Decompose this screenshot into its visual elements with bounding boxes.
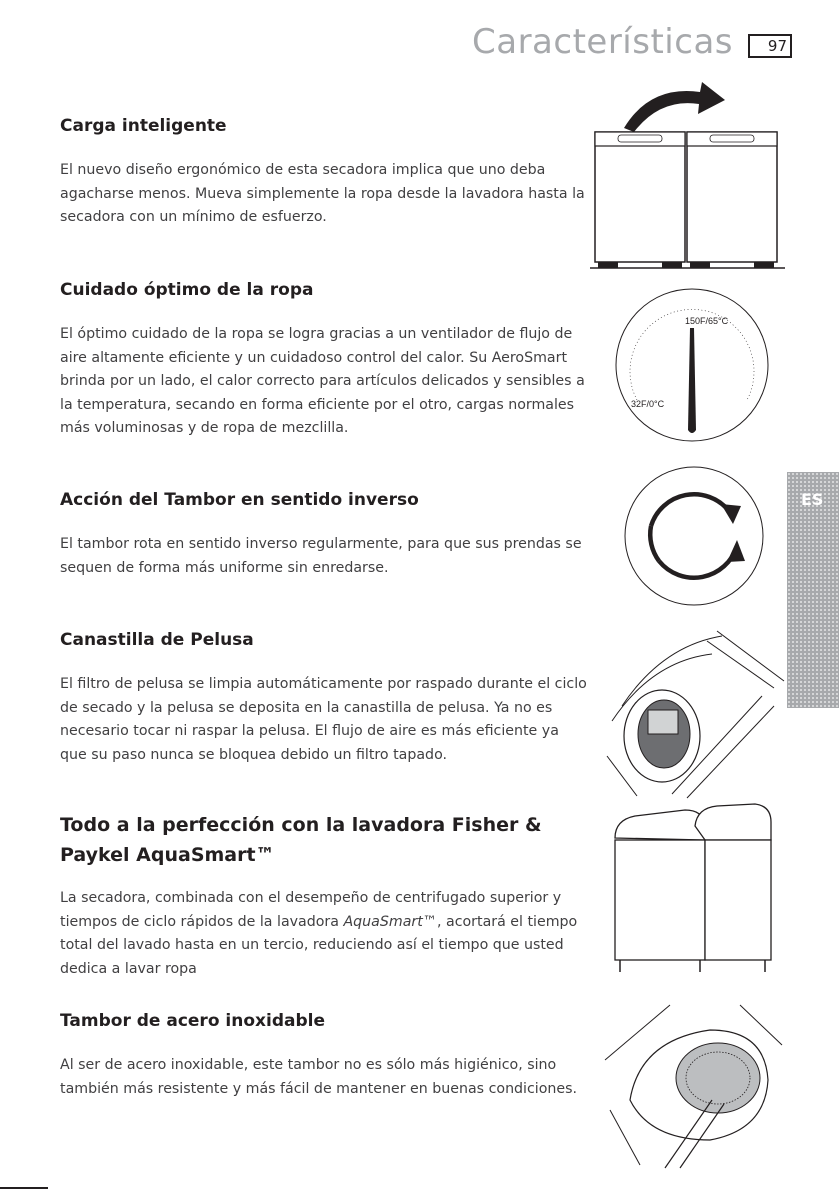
gauge-high-label: 150F/65°C xyxy=(685,316,729,326)
section-smart-load xyxy=(60,112,590,230)
section-body: El filtro de pelusa se limpia automáticamente por raspado durante el ciclo de secado y la pelusa se deposita en la canastilla de pelusa. Ya no es necesario tocar ni raspar la pelusa. El flujo de aire es más eficiente ya que su paso nunca se bloquea debido un filtro tapado. xyxy=(60,676,587,763)
section-stainless-drum xyxy=(60,1007,590,1101)
section-body: El óptimo cuidado de la ropa se logra gracias a un ventilador de flujo de aire altamente eficiente y un cuidadoso control del calor. Su AeroSmart brinda por un lado, el calor correcto para artículos delicados y sensibles a la temperatura, secando en forma eficiente por el otro, cargas normales más voluminosas y de ropa de mezclilla. xyxy=(60,326,585,436)
section-heading: Todo a la perfección con la lavadora Fisher & Paykel AquaSmart™ xyxy=(60,814,542,866)
section-body: El nuevo diseño ergonómico de esta secadora implica que uno deba agacharse menos. Mueva simplemente la ropa desde la lavadora hasta la secadora con un mínimo de esfuerzo. xyxy=(60,162,585,225)
washer-dryer-illustration xyxy=(590,80,790,275)
lint-bucket-illustration xyxy=(602,626,787,801)
section-heading: Canastilla de Pelusa xyxy=(60,630,254,650)
page-title: Características xyxy=(472,22,733,62)
page-number: 97 xyxy=(748,34,792,58)
gauge-low-label: 32F/0°C xyxy=(631,399,665,409)
stainless-drum-illustration xyxy=(600,1000,785,1170)
arrow-icon xyxy=(624,82,725,132)
section-fabric-care xyxy=(60,276,590,441)
section-body: La secadora, combinada con el desempeño de centrifugado superior y tiempos de ciclo rápidos de la lavadora AquaSmart™, acortará el tiempo total del lavado hasta en un tercio, reduciendo así el tiempo que usted dedica a lavar ropa xyxy=(60,890,578,977)
temperature-gauge-illustration xyxy=(607,280,777,450)
section-lint-bucket xyxy=(60,626,590,767)
reverse-tumble-illustration xyxy=(609,466,779,606)
language-tab-label: ES xyxy=(801,490,824,509)
section-aquasmart xyxy=(60,810,600,981)
section-body: El tambor rota en sentido inverso regularmente, para que sus prendas se sequen de forma más uniforme sin enredarse. xyxy=(60,536,582,576)
language-tab xyxy=(787,472,839,708)
section-body: Al ser de acero inoxidable, este tambor no es sólo más higiénico, sino también más resistente y más fácil de mantener en buenas condiciones. xyxy=(60,1057,578,1097)
aquasmart-pair-illustration xyxy=(605,800,780,980)
section-heading: Cuidado óptimo de la ropa xyxy=(60,280,314,300)
section-reverse-tumble xyxy=(60,486,590,580)
section-heading: Tambor de acero inoxidable xyxy=(60,1011,325,1031)
bottom-rule xyxy=(0,1187,48,1189)
section-heading: Carga inteligente xyxy=(60,116,227,136)
section-heading: Acción del Tambor en sentido inverso xyxy=(60,490,419,510)
